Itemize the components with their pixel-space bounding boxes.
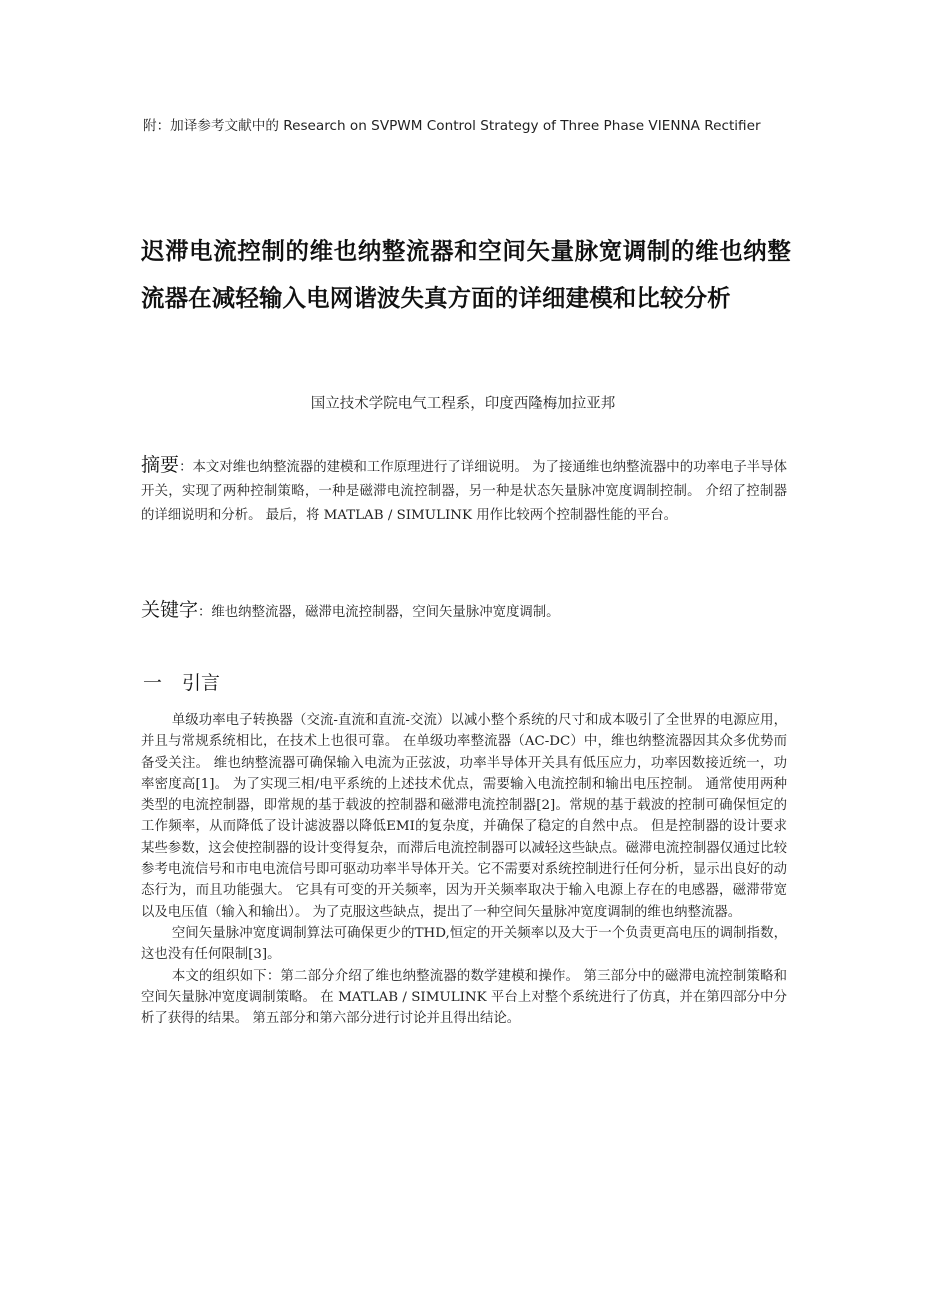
- paper-title: 迟滞电流控制的维也纳整流器和空间矢量脉宽调制的维也纳整流器在减轻输入电网谐波失真方面的详细建模和比较分析: [141, 237, 791, 312]
- section-heading: [143, 668, 220, 698]
- keywords-text: 维也纳整流器，磁滞电流控制器，空间矢量脉冲宽度调制。: [211, 605, 560, 620]
- abstract-colon: ：: [179, 460, 193, 475]
- abstract: [141, 453, 787, 528]
- author-affiliation: 国立技术学院电气工程系，印度西隆梅加拉亚邦: [310, 396, 616, 412]
- keywords-colon: ：: [198, 605, 212, 620]
- translation-note: 附：加译参考文献中的 Research on SVPWM Control Strategy of Three Phase VIENNA Rectifier: [143, 118, 761, 134]
- body-paragraph: 空间矢量脉冲宽度调制算法可确保更少的THD,恒定的开关频率以及大于一个负责更高电压的调制指数，这也没有任何限制[3]。: [141, 925, 787, 963]
- body-paragraph: 单级功率电子转换器（交流-直流和直流-交流）以减小整个系统的尺寸和成本吸引了全世界的电源应用，并且与常规系统相比，在技术上也很可靠。 在单级功率整流器（AC-DC）中，维也纳整流器因其众多优势而备受关注。 维也纳整流器可确保输入电流为正弦波，功率半导体开关具有低压应力，功率因数接近统一，功率密度高[1]。 为了实现三相/电平系统的上述技术优点，需要输入电流控制和输出电压控制。 通常使用两种类型的电流控制器，即常规的基于载波的控制器和磁滞电流控制器[2]。常规的基于载波的控制可确保恒定的工作频率，从而降低了设计滤波器以降低EMI的复杂度，并确保了稳定的自然中点。 但是控制器的设计要求某些参数，这会使控制器的设计变得复杂，而滞后电流控制器可以减轻这些缺点。磁滞电流控制器仅通过比较参考电流信号和市电电流信号即可驱动功率半导体开关。它不需要对系统控制进行任何分析，显示出良好的动态行为，而且功能强大。 它具有可变的开关频率，因为开关频率取决于输入电源上存在的电感器，磁滞带宽以及电压值（输入和输出）。 为了克服这些缺点，提出了一种空间矢量脉冲宽度调制的维也纳整流器。: [141, 713, 787, 920]
- section-number: 一: [143, 672, 163, 694]
- section-title: 引言: [182, 672, 221, 694]
- keywords: [141, 596, 787, 627]
- abstract-text: 本文对维也纳整流器的建模和工作原理进行了详细说明。 为了接通维也纳整流器中的功率电子半导体开关，实现了两种控制策略，一种是磁滞电流控制器，另一种是状态矢量脉冲宽度调制控制。 介绍了控制器的详细说明和分析。 最后，将 MATLAB / SIMULINK 用作比较两个控制器性能的平台。: [141, 460, 787, 523]
- section-body: [141, 710, 787, 1029]
- body-paragraph: 本文的组织如下：第二部分介绍了维也纳整流器的数学建模和操作。 第三部分中的磁滞电流控制策略和空间矢量脉冲宽度调制策略。 在 MATLAB / SIMULINK 平台上对整个系统进行了仿真，并在第四部分中分析了获得的结果。 第五部分和第六部分进行讨论并且得出结论。: [141, 968, 787, 1027]
- abstract-label: 摘要: [141, 454, 180, 476]
- keywords-label: 关键字: [141, 599, 199, 621]
